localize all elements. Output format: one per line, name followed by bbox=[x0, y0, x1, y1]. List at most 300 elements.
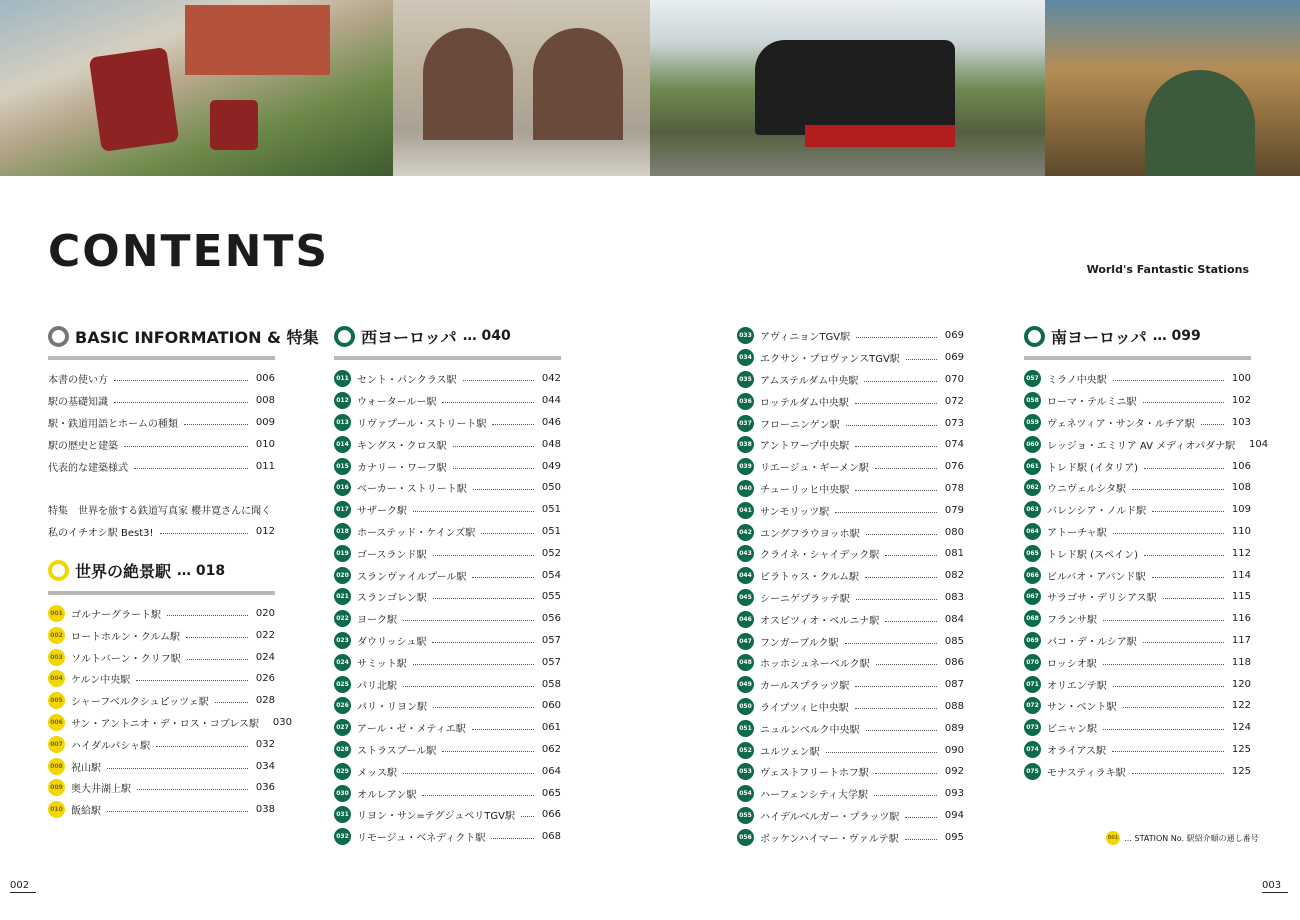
entry-page: 084 bbox=[944, 613, 964, 625]
entry-page: 024 bbox=[255, 651, 275, 663]
entry-name: ビニャン駅 bbox=[1047, 724, 1097, 736]
station-number-badge: 001 bbox=[48, 605, 65, 622]
toc-column-west-cont bbox=[737, 325, 964, 848]
dot-leader bbox=[855, 686, 937, 687]
entry-page: 118 bbox=[1231, 656, 1251, 668]
section-page: … 018 bbox=[177, 562, 226, 579]
toc-entry[interactable] bbox=[737, 390, 964, 412]
toc-entry[interactable] bbox=[334, 782, 561, 804]
entry-name: フランサ駅 bbox=[1047, 615, 1097, 627]
entry-name: キングス・クロス駅 bbox=[357, 440, 447, 452]
entry-page: 044 bbox=[541, 395, 561, 407]
station-number-badge: 018 bbox=[334, 523, 351, 540]
entry-page: 095 bbox=[944, 831, 964, 843]
station-number-badge: 009 bbox=[48, 779, 65, 796]
entry-name: ニュルンベルク中央駅 bbox=[760, 724, 860, 736]
toc-entry[interactable] bbox=[1024, 651, 1251, 673]
toc-entry[interactable] bbox=[48, 390, 275, 412]
entry-page: 074 bbox=[944, 439, 964, 451]
dot-leader bbox=[866, 730, 937, 731]
dot-leader bbox=[167, 615, 248, 616]
station-number-badge: 048 bbox=[737, 654, 754, 671]
entry-page: 125 bbox=[1231, 765, 1251, 777]
toc-entry[interactable] bbox=[48, 412, 275, 434]
west-cont-list bbox=[737, 325, 964, 848]
dot-leader bbox=[137, 789, 248, 790]
dot-leader bbox=[453, 468, 535, 469]
dot-leader bbox=[906, 359, 937, 360]
entry-name: カナリー・ワーフ駅 bbox=[357, 462, 447, 474]
page-number-right: 003 bbox=[1262, 880, 1288, 893]
toc-entry[interactable] bbox=[737, 565, 964, 587]
toc-entry[interactable] bbox=[334, 412, 561, 434]
station-number-badge: 027 bbox=[334, 719, 351, 736]
entry-page: 011 bbox=[255, 460, 275, 472]
entry-page: 120 bbox=[1231, 678, 1251, 690]
toc-entry[interactable] bbox=[48, 433, 275, 455]
toc-entry[interactable] bbox=[1024, 586, 1251, 608]
toc-entry[interactable] bbox=[334, 586, 561, 608]
toc-entry[interactable] bbox=[48, 646, 275, 668]
entry-name: ボッケンハイマー・ヴァルテ駅 bbox=[760, 833, 899, 845]
station-number-badge: 037 bbox=[737, 415, 754, 432]
toc-entry[interactable] bbox=[737, 347, 964, 369]
entry-page: 124 bbox=[1231, 722, 1251, 734]
entry-name: ホーステッド・ケインズ駅 bbox=[357, 527, 476, 539]
dot-leader bbox=[521, 816, 534, 817]
dot-leader bbox=[856, 599, 937, 600]
entry-name: トレド駅 (イタリア) bbox=[1047, 462, 1138, 474]
dot-leader bbox=[864, 381, 937, 382]
station-number-badge: 019 bbox=[334, 545, 351, 562]
entry-page: 049 bbox=[541, 460, 561, 472]
entry-page: 069 bbox=[944, 352, 964, 364]
toc-entry[interactable] bbox=[334, 630, 561, 652]
station-number-badge: 058 bbox=[1024, 392, 1041, 409]
station-interior-photo bbox=[1045, 0, 1300, 176]
toc-entry[interactable] bbox=[737, 587, 964, 609]
entry-name: サラゴサ・デリシアス駅 bbox=[1047, 593, 1157, 605]
toc-entry[interactable] bbox=[334, 673, 561, 695]
dot-leader bbox=[855, 708, 937, 709]
entry-name: アヴィニョンTGV駅 bbox=[760, 332, 851, 344]
toc-entry[interactable] bbox=[48, 777, 275, 799]
entry-name: パリ・リヨン駅 bbox=[357, 702, 427, 714]
toc-entry[interactable] bbox=[334, 433, 561, 455]
toc-entry[interactable] bbox=[334, 499, 561, 521]
dot-leader bbox=[1152, 511, 1224, 512]
toc-entry[interactable] bbox=[737, 630, 964, 652]
feature-line[interactable]: 特集 世界を旅する鉄道写真家 櫻井寛さんに聞く bbox=[48, 506, 272, 518]
entry-name: ウニヴェルシタ駅 bbox=[1047, 484, 1126, 496]
toc-entry[interactable] bbox=[48, 368, 275, 390]
toc-entry[interactable] bbox=[334, 390, 561, 412]
toc-entry[interactable] bbox=[334, 542, 561, 564]
toc-entry[interactable] bbox=[737, 826, 964, 848]
entry-name: ロッシオ駅 bbox=[1047, 658, 1097, 670]
entry-name: ソルトバーン・クリフ駅 bbox=[71, 653, 181, 665]
toc-entry[interactable] bbox=[334, 760, 561, 782]
dot-leader bbox=[1132, 773, 1224, 774]
dot-leader bbox=[846, 425, 937, 426]
station-number-badge: 065 bbox=[1024, 545, 1041, 562]
toc-entry[interactable] bbox=[334, 368, 561, 390]
toc-entry[interactable] bbox=[737, 543, 964, 565]
toc-entry[interactable] bbox=[48, 755, 275, 777]
section-title: 世界の絶景駅 bbox=[75, 562, 172, 582]
dot-leader bbox=[472, 729, 534, 730]
dot-leader bbox=[186, 637, 248, 638]
entry-page: 092 bbox=[944, 766, 964, 778]
station-number-badge: 068 bbox=[1024, 610, 1041, 627]
dot-leader bbox=[215, 702, 248, 703]
station-number-badge: 045 bbox=[737, 589, 754, 606]
station-number-badge: 042 bbox=[737, 524, 754, 541]
entry-page: 086 bbox=[944, 657, 964, 669]
station-number-badge: 052 bbox=[737, 742, 754, 759]
dot-leader bbox=[1144, 468, 1224, 469]
toc-entry[interactable] bbox=[1024, 608, 1251, 630]
toc-entry[interactable] bbox=[1024, 499, 1251, 521]
entry-name: ベーカー・ストリート駅 bbox=[357, 484, 467, 496]
ring-icon bbox=[334, 326, 355, 347]
station-number-badge: 021 bbox=[334, 588, 351, 605]
entry-page: 020 bbox=[255, 607, 275, 619]
station-number-badge: 008 bbox=[48, 758, 65, 775]
station-number-badge: 067 bbox=[1024, 588, 1041, 605]
entry-page: 088 bbox=[944, 700, 964, 712]
station-number-badge: 075 bbox=[1024, 763, 1041, 780]
dot-leader bbox=[855, 446, 937, 447]
dot-leader bbox=[413, 664, 534, 665]
dot-leader bbox=[1123, 707, 1225, 708]
toc-entry[interactable] bbox=[737, 652, 964, 674]
entry-page: 051 bbox=[541, 504, 561, 516]
toc-entry[interactable] bbox=[334, 695, 561, 717]
entry-name: シーニゲプラッテ駅 bbox=[760, 593, 850, 605]
entry-name: スランヴァイルプール駅 bbox=[357, 571, 467, 583]
toc-entry[interactable] bbox=[48, 799, 275, 821]
station-number-badge: 004 bbox=[48, 670, 65, 687]
toc-entry[interactable] bbox=[334, 739, 561, 761]
toc-column-basic bbox=[48, 322, 319, 821]
station-number-badge: 039 bbox=[737, 458, 754, 475]
entry-name: ユルツェン駅 bbox=[760, 746, 820, 758]
toc-entry[interactable] bbox=[737, 696, 964, 718]
toc-entry[interactable] bbox=[737, 805, 964, 827]
toc-entry[interactable] bbox=[737, 478, 964, 500]
entry-name: バレンシア・ノルド駅 bbox=[1047, 506, 1147, 518]
dot-leader bbox=[114, 380, 248, 381]
toc-entry[interactable] bbox=[737, 521, 964, 543]
toc-entry[interactable] bbox=[334, 826, 561, 848]
toc-entry[interactable] bbox=[48, 690, 275, 712]
entry-name: ヨーク駅 bbox=[357, 615, 397, 627]
entry-name: ローマ・テルミニ駅 bbox=[1047, 397, 1137, 409]
book-subtitle: World's Fantastic Stations bbox=[1086, 263, 1249, 276]
entry-page: 009 bbox=[255, 416, 275, 428]
dot-leader bbox=[875, 468, 937, 469]
toc-entry[interactable] bbox=[1024, 477, 1251, 499]
feature-entry[interactable]: 私のイチオシ駅 Best3! 012 bbox=[48, 526, 275, 540]
toc-entry[interactable] bbox=[48, 668, 275, 690]
west-list bbox=[334, 368, 561, 848]
station-number-badge: 014 bbox=[334, 436, 351, 453]
entry-name: ゴルナーグラート駅 bbox=[71, 609, 161, 621]
station-number-badge: 033 bbox=[737, 327, 754, 344]
toc-entry[interactable] bbox=[334, 717, 561, 739]
entry-page: 062 bbox=[541, 743, 561, 755]
dot-leader bbox=[453, 446, 534, 447]
toc-entry[interactable] bbox=[48, 733, 275, 755]
toc-entry[interactable] bbox=[737, 412, 964, 434]
station-number-badge: 041 bbox=[737, 502, 754, 519]
entry-name: シャーフベルクシュピッツェ駅 bbox=[71, 697, 209, 709]
page-number-left: 002 bbox=[10, 880, 36, 893]
entry-page: 046 bbox=[541, 416, 561, 428]
toc-entry[interactable] bbox=[737, 674, 964, 696]
dot-leader bbox=[107, 811, 248, 812]
toc-entry[interactable] bbox=[1024, 673, 1251, 695]
entry-name: オリエンテ駅 bbox=[1047, 680, 1107, 692]
dot-leader bbox=[1113, 533, 1224, 534]
entry-page: 109 bbox=[1231, 504, 1251, 516]
toc-entry[interactable] bbox=[1024, 542, 1251, 564]
entry-name: サン・アントニオ・デ・ロス・コブレス駅 bbox=[71, 718, 259, 730]
toc-column-south bbox=[1024, 322, 1269, 782]
entry-page: 050 bbox=[541, 482, 561, 494]
entry-name: アトーチャ駅 bbox=[1047, 527, 1107, 539]
dot-leader bbox=[856, 337, 937, 338]
entry-page: 066 bbox=[541, 809, 561, 821]
entry-page: 032 bbox=[255, 738, 275, 750]
entry-page: 030 bbox=[272, 716, 292, 728]
entry-page: 108 bbox=[1231, 482, 1251, 494]
station-number-badge: 054 bbox=[737, 785, 754, 802]
entry-name: ハーフェンシティ大学駅 bbox=[760, 790, 868, 802]
entry-name: ハイダルパシャ駅 bbox=[71, 740, 151, 752]
entry-page: 057 bbox=[541, 656, 561, 668]
toc-entry[interactable] bbox=[737, 717, 964, 739]
entry-page: 060 bbox=[541, 700, 561, 712]
ring-icon bbox=[1024, 326, 1045, 347]
station-number-badge: 002 bbox=[48, 627, 65, 644]
toc-entry[interactable] bbox=[334, 477, 561, 499]
station-number-badge: 016 bbox=[334, 479, 351, 496]
entry-page: 122 bbox=[1231, 700, 1251, 712]
toc-entry[interactable] bbox=[737, 739, 964, 761]
toc-entry[interactable] bbox=[48, 455, 275, 477]
entry-name: アムステルダム中央駅 bbox=[760, 375, 859, 387]
toc-entry[interactable] bbox=[737, 783, 964, 805]
entry-page: 034 bbox=[255, 760, 275, 772]
entry-name: 駅の基礎知識 bbox=[48, 397, 108, 409]
entry-name: ゴースランド駅 bbox=[357, 549, 427, 561]
station-number-badge: 003 bbox=[48, 649, 65, 666]
entry-page: 069 bbox=[944, 330, 964, 342]
station-number-badge: 020 bbox=[334, 567, 351, 584]
toc-entry[interactable] bbox=[1024, 717, 1251, 739]
toc-entry[interactable] bbox=[1024, 390, 1251, 412]
entry-page: 056 bbox=[541, 613, 561, 625]
entry-name: メッス駅 bbox=[357, 767, 397, 779]
entry-page: 117 bbox=[1231, 634, 1251, 646]
entry-page: 116 bbox=[1231, 613, 1251, 625]
entry-name: チューリッヒ中央駅 bbox=[760, 484, 850, 496]
entry-name: フンガーブルク駅 bbox=[760, 637, 839, 649]
toc-entry[interactable] bbox=[737, 325, 964, 347]
dot-leader bbox=[463, 380, 535, 381]
entry-name: ミラノ中央駅 bbox=[1047, 375, 1107, 387]
entry-name: クライネ・シャイデック駅 bbox=[760, 550, 880, 562]
toc-entry[interactable] bbox=[48, 712, 292, 734]
entry-name: カールスプラッツ駅 bbox=[760, 681, 850, 693]
entry-page: 081 bbox=[944, 548, 964, 560]
entry-page: 087 bbox=[944, 679, 964, 691]
entry-page: 103 bbox=[1231, 416, 1251, 428]
entry-page: 072 bbox=[944, 395, 964, 407]
entry-page: 057 bbox=[541, 634, 561, 646]
station-number-badge: 043 bbox=[737, 545, 754, 562]
entry-name: スランゴレン駅 bbox=[357, 593, 427, 605]
toc-entry[interactable] bbox=[334, 564, 561, 586]
toc-entry[interactable] bbox=[1024, 412, 1251, 434]
entry-name: 飯給駅 bbox=[71, 806, 101, 818]
dot-leader bbox=[835, 512, 937, 513]
toc-entry[interactable] bbox=[48, 624, 275, 646]
dot-leader bbox=[184, 424, 248, 425]
entry-name: フローニンゲン駅 bbox=[760, 419, 840, 431]
entry-page: 125 bbox=[1231, 743, 1251, 755]
entry-page: 070 bbox=[944, 373, 964, 385]
entry-page: 073 bbox=[944, 417, 964, 429]
section-header-scenic bbox=[48, 557, 275, 595]
toc-entry[interactable] bbox=[334, 804, 561, 826]
station-number-badge: 062 bbox=[1024, 479, 1041, 496]
toc-entry[interactable] bbox=[1024, 760, 1251, 782]
dot-leader bbox=[866, 534, 937, 535]
ring-icon bbox=[48, 326, 69, 347]
section-title: 西ヨーロッパ bbox=[361, 327, 457, 347]
station-number-badge: 032 bbox=[334, 828, 351, 845]
page-title: CONTENTS bbox=[48, 226, 330, 277]
toc-entry[interactable] bbox=[1024, 695, 1251, 717]
toc-entry[interactable] bbox=[334, 608, 561, 630]
entry-name: リエージュ・ギーメン駅 bbox=[760, 463, 869, 475]
entry-name: ホッホシュネーベルク駅 bbox=[760, 659, 870, 671]
toc-entry[interactable] bbox=[737, 369, 964, 391]
dot-leader bbox=[826, 752, 937, 753]
station-number-badge: 053 bbox=[737, 763, 754, 780]
toc-entry[interactable] bbox=[737, 456, 964, 478]
entry-page: 089 bbox=[944, 722, 964, 734]
entry-page: 080 bbox=[944, 526, 964, 538]
dot-leader bbox=[1112, 751, 1224, 752]
entry-name: オスピツィオ・ベルニナ駅 bbox=[760, 615, 880, 627]
toc-entry[interactable] bbox=[737, 761, 964, 783]
station-number-badge: 047 bbox=[737, 633, 754, 650]
entry-page: 115 bbox=[1231, 591, 1251, 603]
station-number-badge: 029 bbox=[334, 763, 351, 780]
station-number-badge: 072 bbox=[1024, 697, 1041, 714]
toc-entry[interactable] bbox=[1024, 739, 1251, 761]
toc-entry[interactable] bbox=[737, 608, 964, 630]
entry-page: 085 bbox=[944, 635, 964, 647]
dot-leader bbox=[845, 643, 938, 644]
dot-leader bbox=[905, 817, 937, 818]
dot-leader bbox=[481, 533, 534, 534]
toc-entry[interactable] bbox=[1024, 433, 1269, 455]
entry-name: 本書の使い方 bbox=[48, 375, 108, 387]
entry-page: 106 bbox=[1231, 460, 1251, 472]
dot-leader bbox=[1163, 598, 1224, 599]
station-number-badge: 024 bbox=[334, 654, 351, 671]
station-number-badge: 063 bbox=[1024, 501, 1041, 518]
station-number-badge: 028 bbox=[334, 741, 351, 758]
toc-entry[interactable] bbox=[334, 455, 561, 477]
entry-page: 078 bbox=[944, 482, 964, 494]
station-number-badge: 017 bbox=[334, 501, 351, 518]
toc-entry[interactable] bbox=[1024, 368, 1251, 390]
dot-leader bbox=[114, 402, 248, 403]
dot-leader bbox=[473, 489, 534, 490]
toc-entry[interactable] bbox=[334, 521, 561, 543]
entry-name: ハイデルベルガー・プラッツ駅 bbox=[760, 811, 900, 823]
entry-page: 026 bbox=[255, 673, 275, 685]
entry-name: ライプツィヒ中央駅 bbox=[760, 702, 849, 714]
station-number-badge: 007 bbox=[48, 736, 65, 753]
toc-entry[interactable] bbox=[334, 651, 561, 673]
entry-name: サミット駅 bbox=[357, 658, 407, 670]
entry-name: トレド駅 (スペイン) bbox=[1047, 549, 1138, 561]
entry-name: サン・ベント駅 bbox=[1047, 702, 1117, 714]
entry-name: ダウリッシュ駅 bbox=[357, 636, 427, 648]
station-number-badge: 069 bbox=[1024, 632, 1041, 649]
station-number-badge: 026 bbox=[334, 697, 351, 714]
entry-name: ヴェネツィア・サンタ・ルチア駅 bbox=[1047, 418, 1195, 430]
entry-page: 082 bbox=[944, 570, 964, 582]
legend-badge: 001 bbox=[1106, 831, 1120, 845]
entry-name: パコ・デ・ルシア駅 bbox=[1047, 636, 1137, 648]
entry-page: 036 bbox=[255, 782, 275, 794]
entry-page: 110 bbox=[1231, 525, 1251, 537]
entry-page: 054 bbox=[541, 569, 561, 581]
entry-page: 100 bbox=[1231, 373, 1251, 385]
station-number-badge: 057 bbox=[1024, 370, 1041, 387]
dot-leader bbox=[1152, 577, 1225, 578]
entry-name: レッジョ・エミリア AV メディオパダナ駅 bbox=[1047, 440, 1236, 452]
station-number-badge: 049 bbox=[737, 676, 754, 693]
toc-entry[interactable] bbox=[1024, 521, 1251, 543]
legend-text: … STATION No. 駅紹介順の通し番号 bbox=[1124, 833, 1259, 843]
dot-leader bbox=[1103, 664, 1224, 665]
entry-page: 028 bbox=[255, 695, 275, 707]
toc-entry[interactable] bbox=[1024, 564, 1251, 586]
entry-name: リヨン・サン=テグジュペリTGV駅 bbox=[357, 811, 515, 823]
dot-leader bbox=[422, 795, 534, 796]
dot-leader bbox=[1113, 686, 1224, 687]
toc-entry[interactable] bbox=[1024, 630, 1251, 652]
entry-name: セント・パンクラス駅 bbox=[357, 375, 457, 387]
dot-leader bbox=[187, 659, 248, 660]
toc-entry[interactable] bbox=[48, 603, 275, 625]
toc-entry[interactable] bbox=[737, 499, 964, 521]
toc-entry[interactable] bbox=[737, 434, 964, 456]
toc-entry[interactable] bbox=[1024, 455, 1251, 477]
entry-page: 114 bbox=[1231, 569, 1251, 581]
entry-name: ヴェストフリートホフ駅 bbox=[760, 768, 869, 780]
station-number-badge: 066 bbox=[1024, 567, 1041, 584]
